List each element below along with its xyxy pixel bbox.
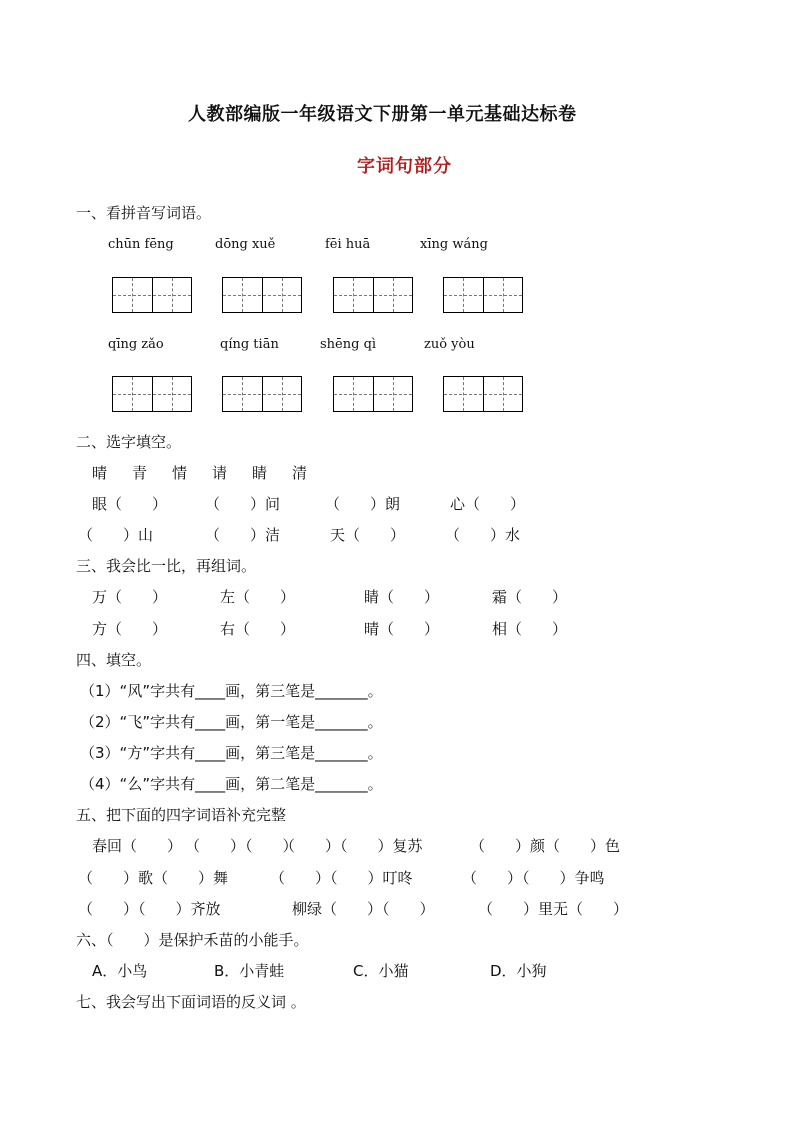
pinyin-label: qīng zǎo	[108, 337, 164, 352]
option-c: C．小猫	[353, 962, 409, 980]
choice-char: 晴	[92, 464, 108, 482]
pinyin-label: dōng xuě	[215, 237, 276, 252]
fill-item: 眼（ ）	[92, 495, 168, 513]
word-item: 万（ ）	[92, 588, 168, 606]
pinyin-label: qíng tiān	[220, 337, 279, 352]
word-item: 霜（ ）	[492, 588, 568, 606]
choice-char: 情	[172, 464, 188, 482]
fill-question: （2）“飞”字共有____画，第一笔是_______。	[80, 713, 383, 731]
idiom-item: （ ）（ ）	[185, 837, 298, 855]
pinyin-label: shēng qì	[320, 337, 377, 352]
fill-item: （ ）水	[445, 526, 521, 544]
writing-grid[interactable]	[222, 277, 302, 313]
pinyin-label: fēi huā	[325, 237, 371, 252]
page-subtitle: 字词句部分	[357, 156, 452, 177]
pinyin-label: chūn fēng	[108, 237, 174, 252]
pinyin-label: zuǒ yòu	[424, 337, 475, 352]
idiom-item: 柳绿（ ）（ ）	[292, 900, 435, 918]
section-2-heading: 二、选字填空。	[76, 433, 182, 451]
choice-char: 请	[212, 464, 228, 482]
writing-grid[interactable]	[112, 376, 192, 412]
fill-item: （ ）问	[205, 495, 281, 513]
section-4-heading: 四、填空。	[76, 651, 152, 669]
fill-question: （1）“风”字共有____画，第三笔是_______。	[80, 682, 383, 700]
idiom-item: 春回（ ）	[92, 837, 183, 855]
fill-question: （4）“么”字共有____画，第二笔是_______。	[80, 775, 383, 793]
writing-grid[interactable]	[443, 277, 523, 313]
word-item: 右（ ）	[220, 620, 296, 638]
writing-grid[interactable]	[443, 376, 523, 412]
idiom-item: （ ）歌（ ）舞	[78, 869, 229, 887]
page-title: 人教部编版一年级语文下册第一单元基础达标卷	[188, 104, 577, 125]
fill-item: （ ）朗	[325, 495, 401, 513]
writing-grid[interactable]	[112, 277, 192, 313]
writing-grid[interactable]	[333, 376, 413, 412]
idiom-item: （ ）（ ）叮咚	[270, 869, 413, 887]
choice-char: 睛	[252, 464, 268, 482]
word-item: 相（ ）	[492, 620, 568, 638]
idiom-item: （ ）（ ）齐放	[78, 900, 221, 918]
idiom-item: （ ）里无（ ）	[478, 900, 629, 918]
writing-grid[interactable]	[222, 376, 302, 412]
fill-item: 心（ ）	[450, 495, 526, 513]
section-5-heading: 五、把下面的四字词语补充完整	[76, 806, 287, 824]
fill-item: （ ）洁	[205, 526, 281, 544]
option-a: A．小鸟	[92, 962, 148, 980]
option-b: B．小青蛙	[214, 962, 285, 980]
idiom-item: （ ）（ ）复苏	[280, 837, 423, 855]
choice-char: 青	[132, 464, 148, 482]
section-7-heading: 七、我会写出下面词语的反义词 。	[76, 993, 306, 1011]
pinyin-label: xīng wáng	[420, 237, 488, 252]
fill-question: （3）“方”字共有____画，第三笔是_______。	[80, 744, 383, 762]
section-3-heading: 三、我会比一比，再组词。	[76, 557, 257, 575]
writing-grid[interactable]	[333, 277, 413, 313]
section-6-heading: 六、（ ）是保护禾苗的小能手。	[76, 931, 309, 949]
option-d: D．小狗	[490, 962, 547, 980]
section-1-heading: 一、看拼音写词语。	[76, 204, 212, 222]
idiom-item: （ ）颜（ ）色	[470, 837, 621, 855]
word-item: 晴（ ）	[364, 620, 440, 638]
word-item: 方（ ）	[92, 620, 168, 638]
fill-item: 天（ ）	[330, 526, 406, 544]
fill-item: （ ）山	[78, 526, 154, 544]
choice-char: 清	[292, 464, 308, 482]
word-item: 睛（ ）	[364, 588, 440, 606]
word-item: 左（ ）	[220, 588, 296, 606]
idiom-item: （ ）（ ）争鸣	[462, 869, 605, 887]
